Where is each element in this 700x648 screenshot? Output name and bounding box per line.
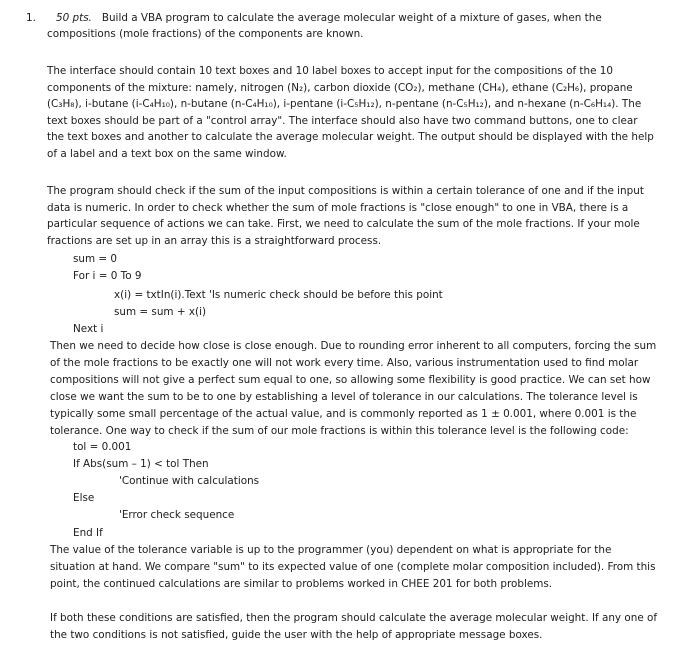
para1-line2: components of the mixture: namely, nitrogen (N₂), carbon dioxide (CO₂), methane (CH₄), ethane (C₂H₆), propane	[47, 82, 633, 94]
code2-line4: Else	[73, 492, 95, 504]
para2-line4: fractions are set up in an array this is a straightforward process.	[47, 235, 382, 247]
para1-line3: (C₃H₈), i-butane (i-C₄H₁₀), n-butane (n-C₄H₁₀), i-pentane (i-C₅H₁₂), n-pentane (n-C₅H₁₂), and n-hexane (n-C₆H₁₄). The	[47, 98, 642, 110]
question-title-line1: Build a VBA program to calculate the average molecular weight of a mixture of gases, when the	[101, 12, 602, 24]
para1-line5: the text boxes and another to calculate the average molecular weight. The output should be displayed with the help	[47, 131, 654, 143]
para2-line3: particular sequence of actions we can take. First, we need to calculate the sum of the mole fractions. If your mole	[47, 218, 640, 230]
code2-line2: If Abs(sum – 1) < tol Then	[73, 458, 209, 470]
para5-line1: If both these conditions are satisfied, then the program should calculate the average molecular weight. If any one of	[50, 612, 658, 624]
para3-line2: of the mole fractions to be exactly one will not work every time. Also, various instrumentation used to find molar	[50, 357, 639, 369]
code2-line6: End If	[73, 527, 103, 539]
para2-line2: data is numeric. In order to check whether the sum of mole fractions is "close enough" to one in VBA, there is a	[47, 202, 629, 214]
para3-line4: close we want the sum to be to one by establishing a level of tolerance in our calculations. The tolerance level is	[50, 391, 638, 403]
question-header	[56, 11, 602, 25]
para3-line5: typically some small percentage of the actual value, and is commonly reported as 1 ± 0.001, where 0.001 is the	[50, 408, 637, 420]
para3-line1: Then we need to decide how close is close enough. Due to rounding error inherent to all computers, forcing the sum	[50, 340, 657, 352]
code2-line5: 'Error check sequence	[119, 509, 235, 521]
code2-line3: 'Continue with calculations	[119, 475, 260, 487]
para5-line2: the two conditions is not satisfied, guide the user with the help of appropriate message boxes.	[50, 629, 543, 641]
code1-line1: sum = 0	[73, 253, 118, 265]
question-number: 1.	[26, 12, 36, 24]
code2-line1: tol = 0.001	[73, 441, 132, 453]
code1-line4: sum = sum + x(i)	[114, 306, 207, 318]
code1-line5: Next i	[73, 323, 104, 335]
para4-line3: point, the continued calculations are similar to problems worked in CHEE 201 for both problems.	[50, 578, 553, 590]
para2-line1: The program should check if the sum of the input compositions is within a certain tolerance of one and if the input	[47, 185, 644, 197]
code1-line3: x(i) = txtIn(i).Text 'Is numeric check should be before this point	[114, 289, 443, 301]
para4-line1: The value of the tolerance variable is up to the programmer (you) dependent on what is appropriate for the	[50, 544, 612, 556]
para1-line6: of a label and a text box on the same window.	[47, 148, 287, 160]
para3-line3: compositions will not give a perfect sum equal to one, so allowing some flexibility is good practice. We can set how	[50, 374, 651, 386]
para1-line4: text boxes should be part of a "control array". The interface should also have two command buttons, one to clear	[47, 115, 638, 127]
points-label: 50 pts.	[56, 12, 92, 24]
question-title-line2: compositions (mole fractions) of the components are known.	[47, 28, 364, 40]
para1-line1: The interface should contain 10 text boxes and 10 label boxes to accept input for the compositions of the 10	[47, 65, 613, 77]
code1-line2: For i = 0 To 9	[73, 270, 142, 282]
para4-line2: situation at hand. We compare "sum" to its expected value of one (complete molar composition included). From this	[50, 561, 656, 573]
para3-line6: tolerance. One way to check if the sum of our mole fractions is within this tolerance level is the following code:	[50, 425, 629, 437]
